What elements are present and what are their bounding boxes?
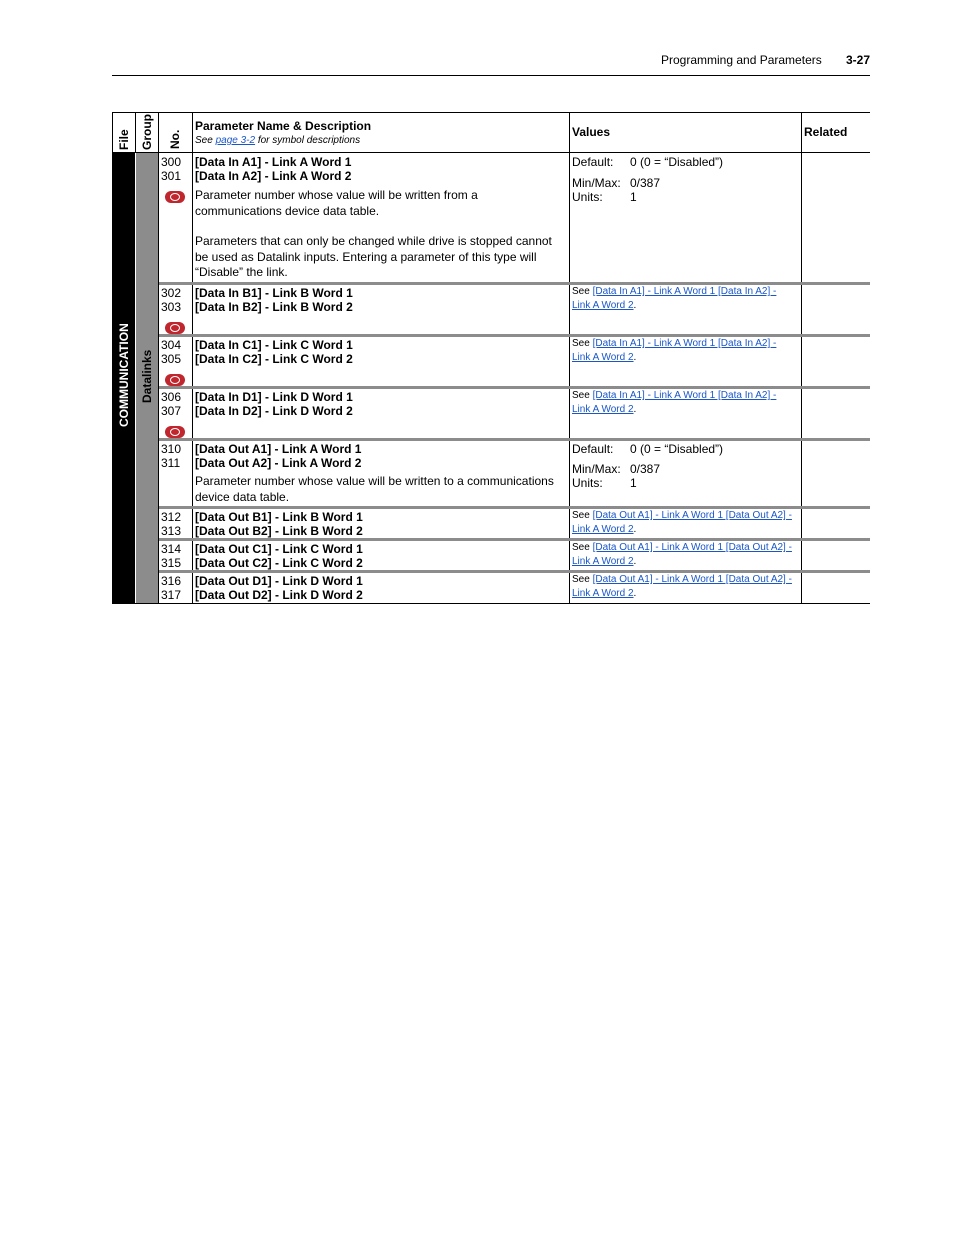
page-3-2-link[interactable]: page 3-2 [215, 135, 256, 146]
param-name: [Data Out A2] - Link A Word 2 [195, 456, 362, 470]
param-name: [Data In C1] - Link C Word 1 [195, 338, 353, 352]
col-border [801, 112, 802, 603]
param-name: [Data In A2] - Link A Word 2 [195, 169, 352, 183]
param-number: 310 [161, 442, 182, 456]
default-label: Default: [572, 442, 614, 456]
row-separator [159, 438, 870, 441]
see-reference: See [Data In A1] - Link A Word 1 [Data In A2] - [572, 286, 777, 297]
minmax-value: 0/387 [630, 176, 661, 190]
header-related: Related [804, 125, 848, 139]
param-description: Parameters that can only be changed while drive is stopped cannot be used as Datalink inputs. Entering a parameter of this type will “Disable” the link. [195, 234, 552, 279]
param-number: 305 [161, 352, 182, 366]
minmax-value: 0/387 [630, 462, 661, 476]
units-label: Units: [572, 476, 603, 490]
param-number: 306 [161, 390, 182, 404]
param-number: 313 [161, 524, 182, 538]
param-number: 311 [161, 456, 181, 470]
param-description: Parameter number whose value will be written from a communications device data table. [195, 188, 478, 218]
stop-drive-icon [165, 374, 185, 386]
see-reference: See [Data In A1] - Link A Word 1 [Data In A2] - [572, 390, 777, 401]
see-reference: See [Data Out A1] - Link A Word 1 [Data Out A2] - [572, 542, 792, 553]
header-symbol-note: See page 3-2 for symbol descriptions [195, 135, 361, 146]
param-number: 315 [161, 556, 182, 570]
row-separator [159, 282, 870, 285]
see-reference-cont: Link A Word 2. [572, 300, 637, 311]
stop-drive-icon [165, 191, 185, 203]
param-link[interactable]: [Data Out A1] - Link A Word 1 [Data Out A2] - [592, 542, 792, 553]
header-no: No. [168, 129, 182, 149]
table-top-border [112, 112, 870, 113]
param-name: [Data Out B1] - Link B Word 1 [195, 510, 363, 524]
col-border [158, 112, 159, 603]
param-name: [Data In A1] - Link A Word 1 [195, 155, 352, 169]
param-number: 300 [161, 155, 182, 169]
see-reference: See [Data Out A1] - Link A Word 1 [Data Out A2] - [572, 574, 792, 585]
param-link[interactable]: [Data Out A1] - Link A Word 1 [Data Out A2] - [592, 510, 792, 521]
param-name: [Data Out D2] - Link D Word 2 [195, 588, 363, 602]
param-name: [Data Out B2] - Link B Word 2 [195, 524, 363, 538]
param-number: 316 [161, 574, 182, 588]
row-separator [159, 386, 870, 389]
param-number: 317 [161, 588, 182, 602]
row-separator [159, 570, 870, 573]
param-number: 303 [161, 300, 182, 314]
param-link[interactable]: [Data In A1] - Link A Word 1 [Data In A2] - [592, 286, 777, 297]
default-label: Default: [572, 155, 614, 169]
header-file: File [117, 129, 131, 150]
param-link[interactable]: Link A Word 2 [572, 524, 634, 535]
header-group: Group [140, 114, 154, 150]
param-number: 302 [161, 286, 182, 300]
param-number: 314 [161, 542, 182, 556]
group-label: Datalinks [140, 349, 154, 403]
param-name: [Data Out A1] - Link A Word 1 [195, 442, 362, 456]
minmax-label: Min/Max: [572, 462, 621, 476]
units-value: 1 [630, 476, 637, 490]
file-label: COMMUNICATION [117, 323, 131, 427]
param-link[interactable]: [Data In A1] - Link A Word 1 [Data In A2] - [592, 390, 777, 401]
see-reference-cont: Link A Word 2. [572, 524, 637, 535]
header-rule [112, 75, 870, 76]
param-name: [Data In D1] - Link D Word 1 [195, 390, 353, 404]
running-header: Programming and Parameters [661, 53, 822, 67]
table-header-border [112, 152, 870, 153]
param-name: [Data In B2] - Link B Word 2 [195, 300, 353, 314]
param-name: [Data In B1] - Link B Word 1 [195, 286, 353, 300]
col-border [135, 112, 136, 152]
see-reference-cont: Link A Word 2. [572, 588, 637, 599]
see-reference: See [Data Out A1] - Link A Word 1 [Data Out A2] - [572, 510, 792, 521]
header-name: Parameter Name & Description [195, 119, 372, 133]
param-name: [Data In C2] - Link C Word 2 [195, 352, 353, 366]
param-link[interactable]: Link A Word 2 [572, 588, 634, 599]
param-number: 307 [161, 404, 182, 418]
stop-drive-icon [165, 322, 185, 334]
param-link[interactable]: [Data Out A1] - Link A Word 1 [Data Out A2] - [592, 574, 792, 585]
stop-drive-icon [165, 426, 185, 438]
see-reference-cont: Link A Word 2. [572, 404, 637, 415]
param-number: 301 [161, 169, 182, 183]
param-link[interactable]: Link A Word 2 [572, 300, 634, 311]
param-description: Parameter number whose value will be written to a communications device data table. [195, 474, 554, 504]
param-name: [Data Out C2] - Link C Word 2 [195, 556, 363, 570]
param-link[interactable]: Link A Word 2 [572, 556, 634, 567]
minmax-label: Min/Max: [572, 176, 621, 190]
units-label: Units: [572, 190, 603, 204]
col-border [569, 112, 570, 603]
param-number: 304 [161, 338, 182, 352]
row-separator [159, 506, 870, 509]
row-separator [159, 334, 870, 337]
param-name: [Data In D2] - Link D Word 2 [195, 404, 353, 418]
row-separator [159, 538, 870, 541]
col-border [192, 112, 193, 603]
param-number: 312 [161, 510, 182, 524]
param-link[interactable]: Link A Word 2 [572, 404, 634, 415]
default-value: 0 (0 = “Disabled”) [630, 442, 724, 456]
see-reference: See [Data In A1] - Link A Word 1 [Data In A2] - [572, 338, 777, 349]
table-bottom-border [112, 603, 870, 604]
default-value: 0 (0 = “Disabled”) [630, 155, 724, 169]
units-value: 1 [630, 190, 637, 204]
param-link[interactable]: Link A Word 2 [572, 352, 634, 363]
see-reference-cont: Link A Word 2. [572, 556, 637, 567]
param-link[interactable]: [Data In A1] - Link A Word 1 [Data In A2] - [592, 338, 777, 349]
see-reference-cont: Link A Word 2. [572, 352, 637, 363]
param-name: [Data Out C1] - Link C Word 1 [195, 542, 363, 556]
param-name: [Data Out D1] - Link D Word 1 [195, 574, 363, 588]
header-values: Values [572, 125, 611, 139]
page-number: 3-27 [846, 53, 871, 67]
